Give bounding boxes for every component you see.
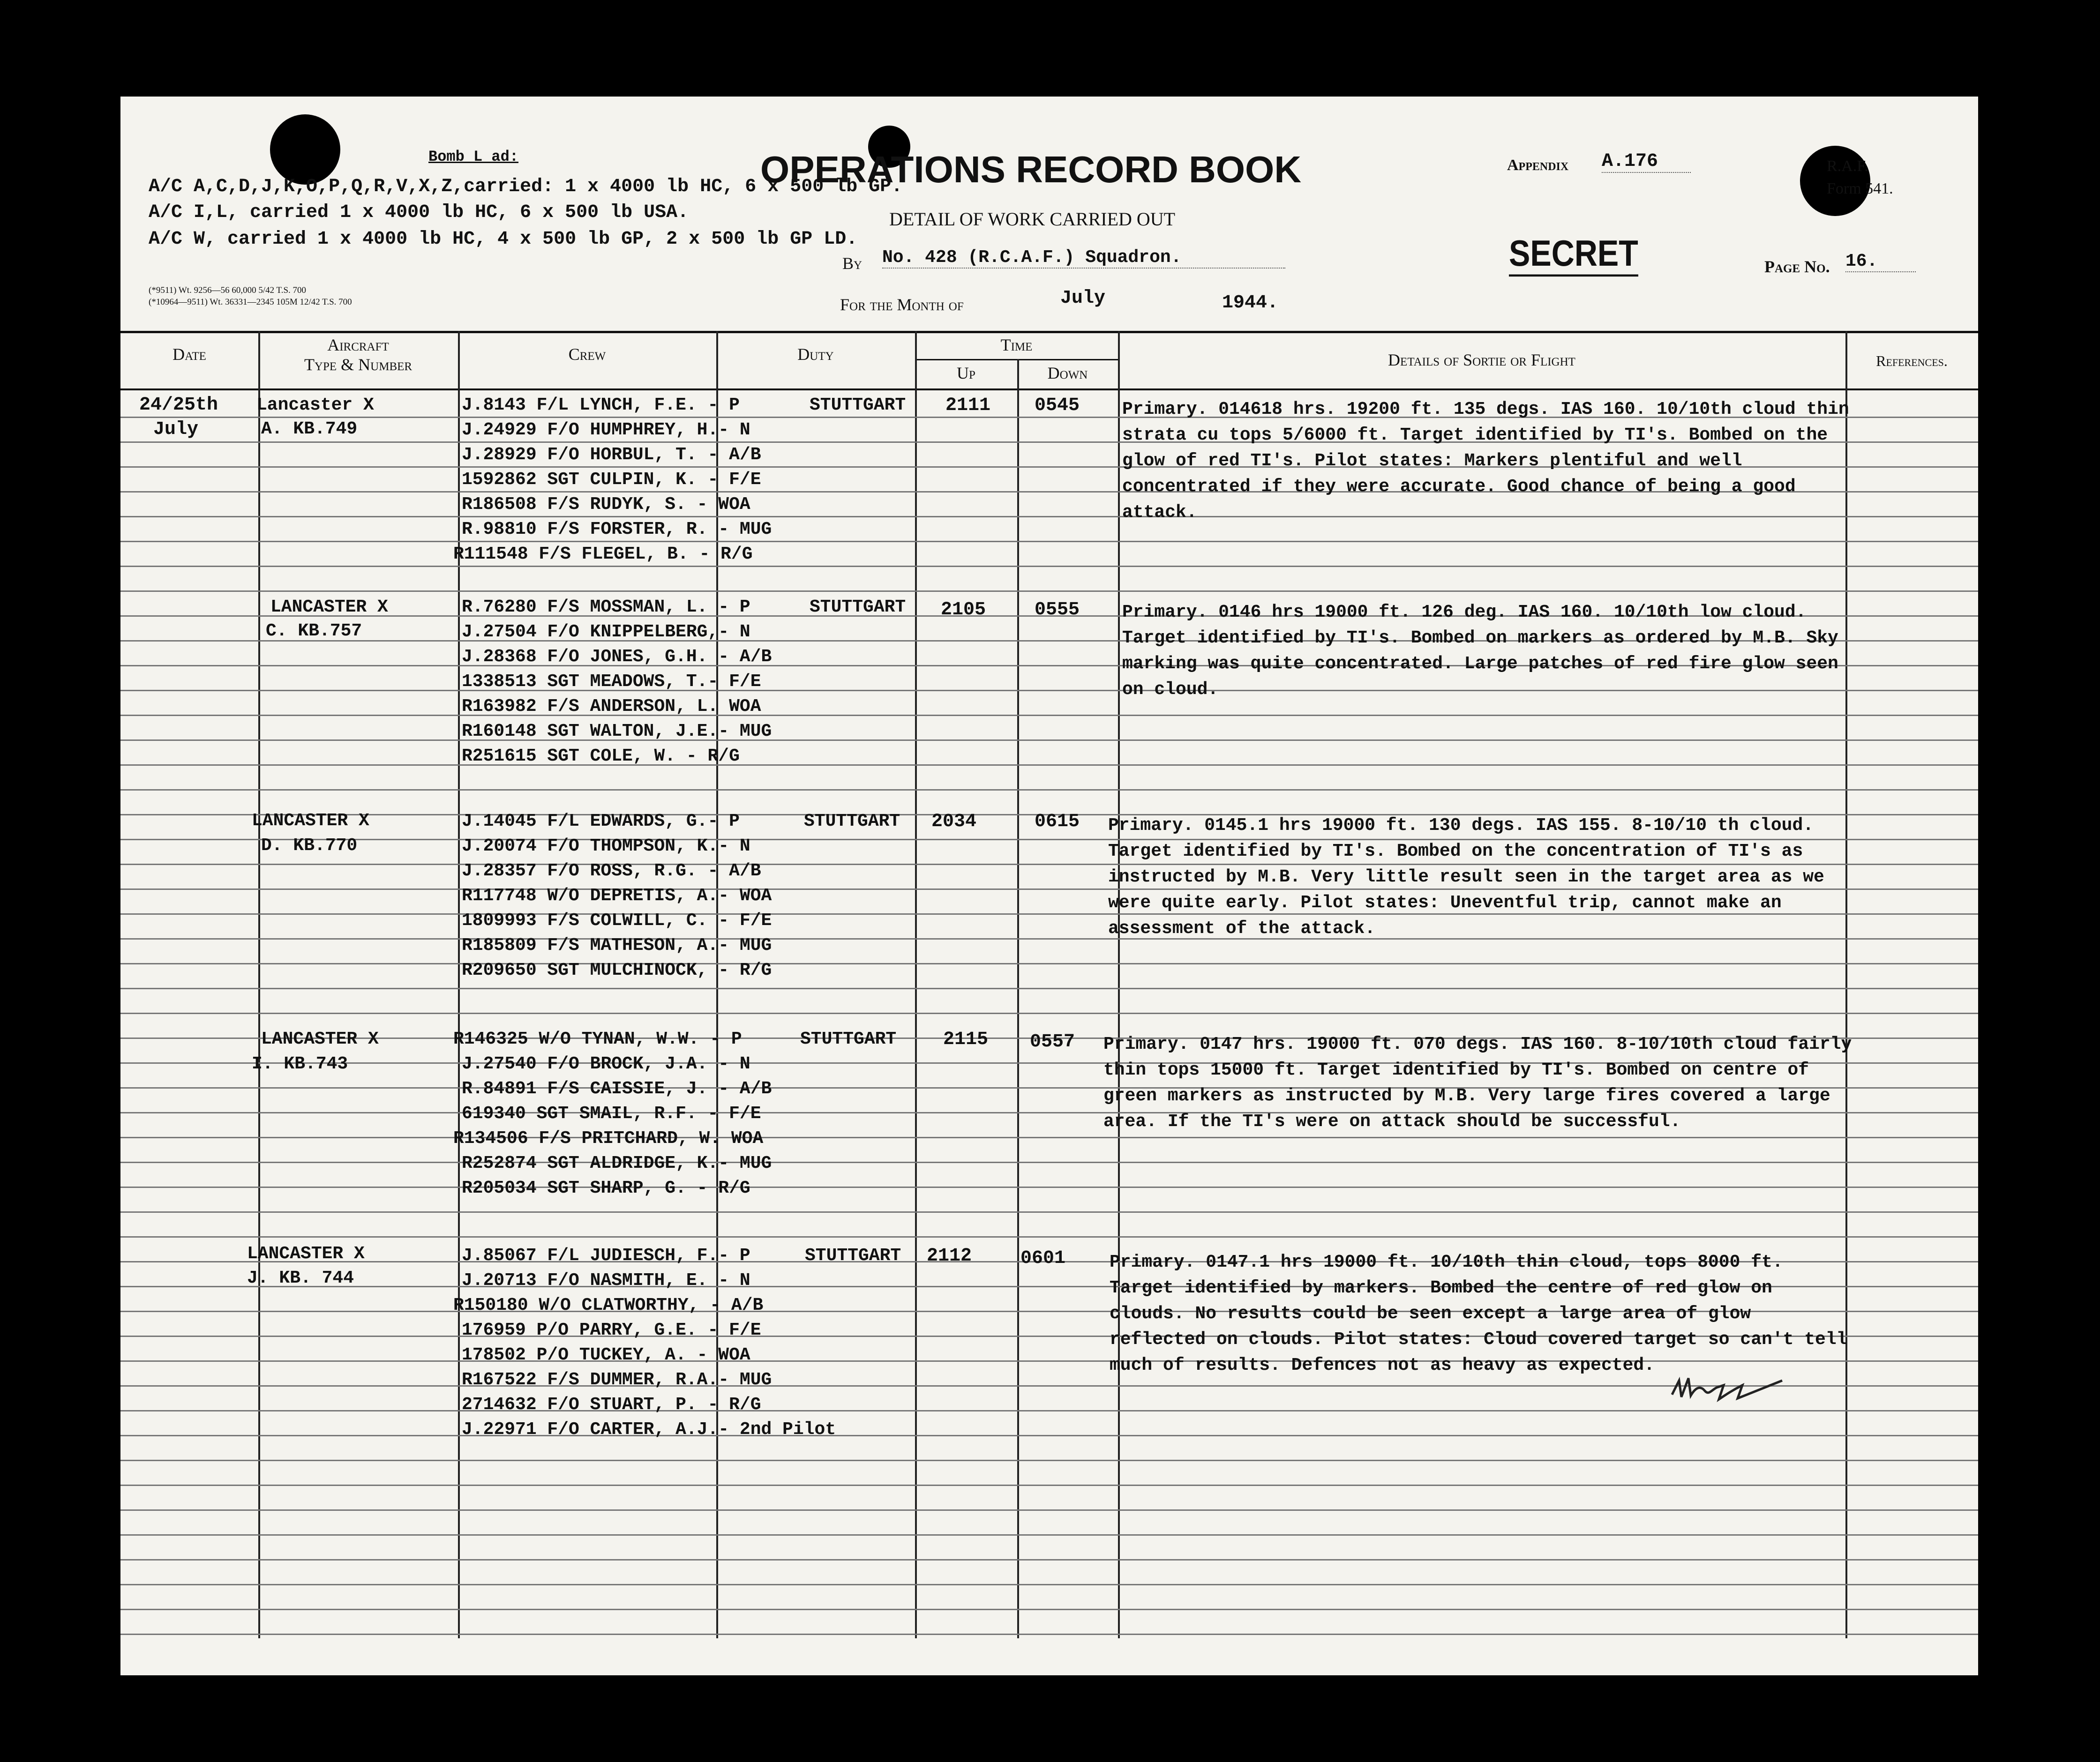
aircraft-type: LANCASTER X bbox=[252, 811, 369, 831]
col-divider-up bbox=[1017, 359, 1019, 1638]
secret-stamp: SECRET bbox=[1509, 232, 1638, 276]
aircraft-type: LANCASTER X bbox=[261, 1029, 379, 1049]
aircraft-number: C. KB.757 bbox=[266, 621, 362, 641]
bomb-load-line-2: A/C I,L, carried 1 x 4000 lb HC, 6 x 500 lb USA. bbox=[149, 202, 689, 223]
squadron-value: No. 428 (R.C.A.F.) Squadron. bbox=[882, 247, 1285, 269]
sortie-details: Primary. 0145.1 hrs 19000 ft. 130 degs. IAS 155. 8-10/10 th cloud. Target identified by TI's. Bombed on the concentration of TI's as instructed by M.B. Very little result seen in the target area as we were quite early. Pilot states: Uneventful trip, cannot make an assessment of the attack. bbox=[1108, 815, 1824, 939]
crew-member: J.20713 F/O NASMITH, E. - N bbox=[462, 1270, 750, 1291]
time-down: 0555 bbox=[1035, 599, 1080, 620]
ruled-line bbox=[120, 1137, 1978, 1138]
duty-target: STUTTGART bbox=[810, 395, 906, 415]
form-label-1: R.A.F. bbox=[1827, 157, 1868, 175]
month-value: July bbox=[1060, 288, 1106, 309]
form-label-2: Form 541. bbox=[1827, 180, 1893, 197]
ruled-line bbox=[120, 739, 1978, 741]
ruled-line bbox=[120, 764, 1978, 766]
aircraft-type: LANCASTER X bbox=[270, 597, 388, 617]
aircraft-number: A. KB.749 bbox=[261, 419, 358, 439]
time-down: 0557 bbox=[1030, 1031, 1075, 1053]
crew-member: R209650 SGT MULCHINOCK, - R/G bbox=[462, 960, 772, 980]
ruled-line bbox=[120, 1236, 1978, 1238]
col-header-type-number: Type & Number bbox=[304, 355, 412, 374]
crew-member: R.84891 F/S CAISSIE, J. - A/B bbox=[462, 1079, 772, 1099]
sortie-details: Primary. 014618 hrs. 19200 ft. 135 degs. IAS 160. 10/10th cloud thin strata cu tops 5/6000 ft. Target identified by TI's. Bombed on the glow of red TI's. Pilot states: Markers plentiful and well concentrated if they were accurate. Good chance of being a good attack. bbox=[1122, 399, 1849, 523]
ruled-line bbox=[120, 1211, 1978, 1213]
bomb-load-line-3: A/C W, carried 1 x 4000 lb HC, 4 x 500 lb GP, 2 x 500 lb GP LD. bbox=[149, 229, 858, 250]
ruled-line bbox=[120, 1485, 1978, 1486]
ruled-line bbox=[120, 1509, 1978, 1511]
crew-member: R185809 F/S MATHESON, A.- MUG bbox=[462, 935, 772, 956]
crew-member: J.20074 F/O THOMPSON, K.- N bbox=[462, 836, 750, 856]
table-header-bottom bbox=[120, 388, 1978, 390]
ruled-line bbox=[120, 1187, 1978, 1188]
table-top-border bbox=[120, 331, 1978, 333]
sortie-date-month: July bbox=[153, 419, 199, 440]
bomb-load-line-1: A/C A,C,D,J,K,O,P,Q,R,V,X,Z,carried: 1 x 4000 lb HC, 6 x 500 lb GP. bbox=[149, 176, 903, 197]
duty-target: STUTTGART bbox=[810, 597, 906, 617]
crew-member: 1592862 SGT CULPIN, K. - F/E bbox=[462, 470, 761, 490]
crew-member: 1338513 SGT MEADOWS, T.- F/E bbox=[462, 672, 761, 692]
crew-member: J.28929 F/O HORBUL, T. - A/B bbox=[462, 445, 761, 465]
col-divider-details bbox=[1845, 331, 1847, 1638]
ruled-line bbox=[120, 789, 1978, 791]
signature bbox=[1667, 1362, 1789, 1413]
page-label: Page No. bbox=[1764, 257, 1830, 276]
ruled-line bbox=[120, 1609, 1978, 1610]
time-up: 2112 bbox=[927, 1246, 972, 1267]
ruled-line bbox=[120, 988, 1978, 989]
col-header-up: Up bbox=[957, 364, 975, 382]
crew-member: 176959 P/O PARRY, G.E. - F/E bbox=[462, 1320, 761, 1340]
duty-target: STUTTGART bbox=[804, 811, 900, 831]
col-divider-date bbox=[258, 331, 260, 1638]
print-code-1: (*9511) Wt. 9256—56 60,000 5/42 T.S. 700 bbox=[149, 285, 307, 295]
ruled-line bbox=[120, 541, 1978, 542]
crew-member: R160148 SGT WALTON, J.E.- MUG bbox=[462, 721, 772, 741]
crew-member: J.27504 F/O KNIPPELBERG,- N bbox=[462, 622, 750, 642]
time-down: 0615 bbox=[1035, 811, 1080, 832]
crew-member: R117748 W/O DEPRETIS, A.- WOA bbox=[462, 886, 772, 906]
time-header-divider bbox=[915, 359, 1118, 360]
crew-member: 2714632 F/O STUART, P. - R/G bbox=[462, 1395, 761, 1415]
time-up: 2111 bbox=[945, 395, 991, 416]
time-up: 2034 bbox=[931, 811, 977, 832]
bomb-load-title: Bomb L ad: bbox=[428, 148, 519, 165]
col-divider-aircraft bbox=[458, 331, 460, 1638]
col-header-crew: Crew bbox=[568, 345, 606, 364]
aircraft-number: J. KB. 744 bbox=[247, 1268, 354, 1288]
crew-member: 178502 P/O TUCKEY, A. - WOA bbox=[462, 1345, 750, 1365]
crew-member: R186508 F/S RUDYK, S. - WOA bbox=[462, 494, 750, 515]
sortie-details: Primary. 0147 hrs. 19000 ft. 070 degs. IAS 160. 8-10/10th cloud fairly thin tops 15000 ft. Target identified by TI's. Bombed on centre of green markers as instructed by M.B. Very large fires covered a large area. If the TI's were on attack should be successful. bbox=[1103, 1034, 1852, 1132]
crew-member: 1809993 F/S COLWILL, C. - F/E bbox=[462, 911, 772, 931]
appendix-value: A.176 bbox=[1602, 151, 1691, 173]
duty-target: STUTTGART bbox=[805, 1246, 901, 1266]
crew-member: R146325 W/O TYNAN, W.W. - P bbox=[453, 1029, 742, 1049]
crew-member: R163982 F/S ANDERSON, L. WOA bbox=[462, 696, 761, 717]
crew-member: R251615 SGT COLE, W. - R/G bbox=[462, 746, 740, 766]
crew-member: J.28357 F/O ROSS, R.G. - A/B bbox=[462, 861, 761, 881]
col-header-references: References. bbox=[1876, 352, 1948, 369]
crew-member: R111548 F/S FLEGEL, B. - R/G bbox=[453, 544, 753, 564]
ruled-line bbox=[120, 715, 1978, 716]
crew-member: J.85067 F/L JUDIESCH, F.- P bbox=[462, 1246, 750, 1266]
print-code-2: (*10964—9511) Wt. 36331—2345 105M 12/42 T.S. 700 bbox=[149, 297, 352, 307]
punch-hole-left bbox=[270, 114, 340, 185]
crew-member: R167522 F/S DUMMER, R.A.- MUG bbox=[462, 1370, 772, 1390]
aircraft-number: I. KB.743 bbox=[252, 1054, 348, 1074]
ruled-line bbox=[120, 566, 1978, 567]
time-down: 0601 bbox=[1020, 1248, 1066, 1269]
ruled-line bbox=[120, 1162, 1978, 1163]
ruled-line bbox=[120, 1584, 1978, 1585]
ruled-line bbox=[120, 1634, 1978, 1635]
crew-member: J.24929 F/O HUMPHREY, H.- N bbox=[462, 420, 750, 440]
sortie-date: 24/25th bbox=[139, 395, 218, 416]
crew-member: R205034 SGT SHARP, G. - R/G bbox=[462, 1178, 750, 1198]
time-up: 2115 bbox=[943, 1029, 989, 1050]
ruled-line bbox=[120, 1559, 1978, 1560]
col-divider-down bbox=[1118, 331, 1120, 1638]
time-up: 2105 bbox=[941, 599, 986, 620]
duty-target: STUTTGART bbox=[800, 1029, 897, 1049]
crew-member: R134506 F/S PRITCHARD, W. WOA bbox=[453, 1128, 764, 1149]
ruled-line bbox=[120, 590, 1978, 592]
col-header-aircraft: Aircraft bbox=[327, 336, 389, 354]
crew-member: J.28368 F/O JONES, G.H. - A/B bbox=[462, 647, 772, 667]
crew-member: 619340 SGT SMAIL, R.F. - F/E bbox=[462, 1104, 761, 1124]
crew-member: J.27540 F/O BROCK, J.A. - N bbox=[462, 1054, 750, 1074]
crew-member: J.22971 F/O CARTER, A.J.- 2nd Pilot bbox=[462, 1419, 836, 1440]
appendix-label: Appendix bbox=[1507, 157, 1569, 174]
crew-member: R252874 SGT ALDRIDGE, K.- MUG bbox=[462, 1153, 772, 1173]
col-header-details: Details of Sortie or Flight bbox=[1388, 351, 1575, 369]
crew-member: R150180 W/O CLATWORTHY, - A/B bbox=[453, 1295, 764, 1315]
col-header-duty: Duty bbox=[797, 345, 834, 364]
crew-member: R.76280 F/S MOSSMAN, L. - P bbox=[462, 597, 750, 617]
col-header-date: Date bbox=[172, 345, 206, 364]
crew-member: R.98810 F/S FORSTER, R. - MUG bbox=[462, 519, 772, 539]
aircraft-type: LANCASTER X bbox=[247, 1244, 365, 1264]
ruled-line bbox=[120, 963, 1978, 964]
record-sheet bbox=[120, 97, 1978, 1675]
page-title: OPERATIONS RECORD BOOK bbox=[760, 149, 1302, 190]
ruled-line bbox=[120, 1534, 1978, 1536]
sortie-details: Primary. 0146 hrs 19000 ft. 126 deg. IAS 160. 10/10th low cloud. Target identified by TI's. Bombed on markers as ordered by M.B. Sky marking was quite concentrated. Large patches of red fire glow seen on cloud. bbox=[1122, 602, 1838, 700]
month-label: For the Month of bbox=[840, 295, 964, 314]
sortie-details: Primary. 0147.1 hrs 19000 ft. 10/10th thin cloud, tops 8000 ft. Target identified by markers. Bombed the centre of red glow on clouds. No results could be seen except a large area of glow reflected on clouds. Pilot states: Cloud covered target so can't tell much of results. Defences not as heavy as expected. bbox=[1110, 1252, 1847, 1375]
col-header-time: Time bbox=[1000, 336, 1033, 354]
crew-member: J.14045 F/L EDWARDS, G.- P bbox=[462, 811, 740, 831]
aircraft-number: D. KB.770 bbox=[261, 836, 358, 856]
aircraft-type: Lancaster X bbox=[256, 395, 374, 415]
time-down: 0545 bbox=[1035, 395, 1080, 416]
col-header-down: Down bbox=[1047, 364, 1088, 382]
by-label: By bbox=[842, 254, 862, 273]
ruled-line bbox=[120, 1460, 1978, 1461]
col-divider-duty bbox=[915, 331, 917, 1638]
year-value: 1944. bbox=[1222, 292, 1279, 314]
crew-member: J.8143 F/L LYNCH, F.E. - P bbox=[462, 395, 740, 415]
page-value: 16. bbox=[1845, 251, 1916, 272]
ruled-line bbox=[120, 1435, 1978, 1436]
ruled-line bbox=[120, 1013, 1978, 1014]
page-subtitle: DETAIL OF WORK CARRIED OUT bbox=[889, 209, 1176, 230]
